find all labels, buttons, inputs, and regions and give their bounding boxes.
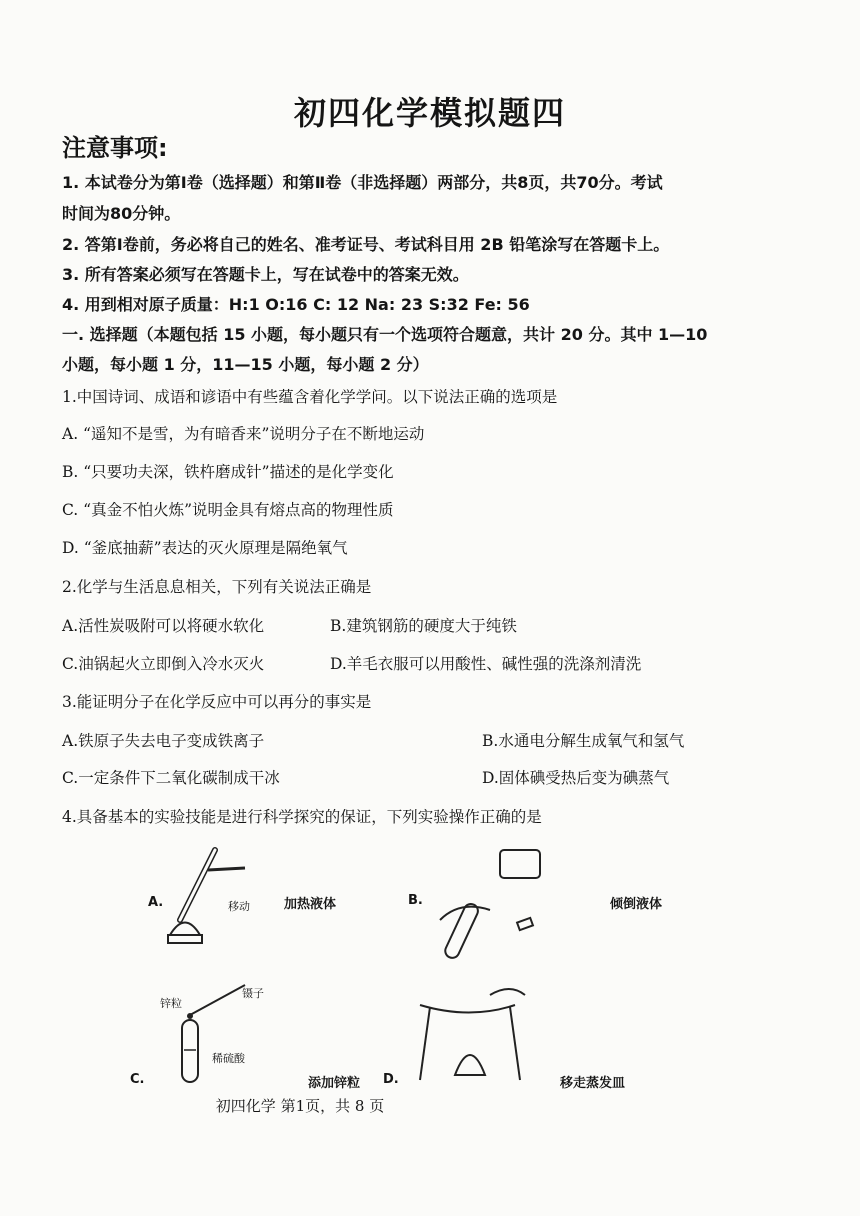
q4-figure-d-letter: D. (383, 1072, 399, 1087)
q1-option-d: D. “釜底抽薪”表达的灭火原理是隔绝氧气 (62, 539, 348, 557)
q4-figure-c-note-tweezers: 镊子 (242, 987, 264, 1000)
q3-option-d: D.固体碘受热后变为碘蒸气 (482, 769, 670, 787)
q4-figure-d-caption: 移走蒸发皿 (560, 1076, 626, 1091)
notice-item-2: 2. 答第Ⅰ卷前，务必将自己的姓名、准考证号、考试科目用 2B 铅笔涂写在答题卡上。 (62, 235, 670, 254)
question-1-stem: 1.中国诗词、成语和谚语中有些蕴含着化学学问。以下说法正确的选项是 (62, 388, 558, 406)
notice-item-3: 3. 所有答案必须写在答题卡上，写在试卷中的答案无效。 (62, 265, 469, 284)
section-heading: 一. 选择题（本题包括 15 小题，每小题只有一个选项符合题意，共计 20 分。其中 1—10 (62, 325, 708, 344)
test-tube-heating-illustration (160, 840, 250, 960)
notice-item-1: 1. 本试卷分为第Ⅰ卷（选择题）和第Ⅱ卷（非选择题）两部分，共8页，共70分。考试 (62, 173, 663, 192)
notice-item-4: 4. 用到相对原子质量：H:1 O:16 C: 12 Na: 23 S:32 Fe: 56 (62, 295, 530, 314)
question-4-stem: 4.具备基本的实验技能是进行科学探究的保证，下列实验操作正确的是 (62, 808, 542, 826)
q3-option-a: A.铁原子失去电子变成铁离子 (62, 732, 265, 750)
page-footer: 初四化学 第1页，共 8 页 (215, 1097, 385, 1115)
q4-figure-a-caption: 加热液体 (284, 897, 337, 912)
q4-figure-c-note-acid: 稀硫酸 (212, 1052, 245, 1065)
pouring-liquid-illustration (430, 840, 560, 970)
question-2-stem: 2.化学与生活息息相关，下列有关说法正确是 (62, 578, 372, 596)
q1-option-c: C. “真金不怕火炼”说明金具有熔点高的物理性质 (62, 501, 394, 519)
question-3-stem: 3.能证明分子在化学反应中可以再分的事实是 (62, 693, 372, 711)
notice-item-1-cont: 时间为80分钟。 (62, 204, 181, 223)
evaporating-dish-illustration (415, 985, 535, 1085)
q2-option-c: C.油锅起火立即倒入冷水灭火 (62, 655, 265, 673)
q2-option-d: D.羊毛衣服可以用酸性、碱性强的洗涤剂清洗 (330, 655, 642, 673)
q1-option-b: B. “只要功夫深，铁杵磨成针”描述的是化学变化 (62, 463, 394, 481)
section-heading-cont: 小题，每小题 1 分，11—15 小题，每小题 2 分） (62, 355, 429, 374)
q4-figure-a-note: 移动 (228, 900, 250, 913)
q4-figure-c-caption: 添加锌粒 (308, 1076, 361, 1091)
q2-option-b: B.建筑钢筋的硬度大于纯铁 (330, 617, 517, 635)
q4-figure-c-note-zinc: 锌粒 (160, 997, 182, 1010)
q4-figure-b-caption: 倾倒液体 (610, 897, 663, 912)
q4-figure-a-letter: A. (148, 895, 164, 910)
q3-option-b: B.水通电分解生成氧气和氢气 (482, 732, 685, 750)
q3-option-c: C.一定条件下二氧化碳制成干冰 (62, 769, 280, 787)
adding-zinc-illustration (170, 980, 260, 1090)
q1-option-a: A. “遥知不是雪，为有暗香来”说明分子在不断地运动 (62, 425, 425, 443)
q4-figure-c-letter: C. (130, 1072, 145, 1087)
q4-figure-b-letter: B. (408, 893, 423, 908)
q2-option-a: A.活性炭吸附可以将硬水软化 (62, 617, 265, 635)
exam-title: 初四化学模拟题四 (293, 94, 566, 132)
notice-heading: 注意事项: (62, 134, 168, 162)
